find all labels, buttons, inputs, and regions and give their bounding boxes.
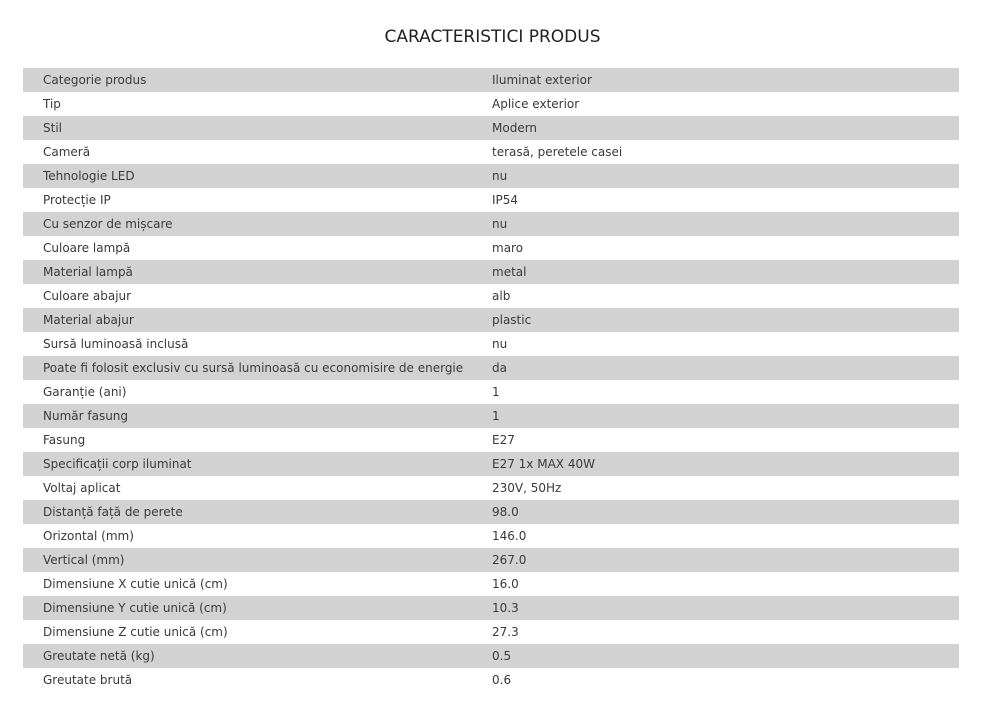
- spec-label: Material lampă: [43, 265, 133, 279]
- spec-label: Cu senzor de mișcare: [43, 217, 173, 231]
- spec-label: Număr fasung: [43, 409, 129, 423]
- spec-label: Vertical (mm): [43, 553, 125, 567]
- spec-value: plastic: [492, 313, 532, 327]
- spec-value: Aplice exterior: [492, 97, 580, 111]
- spec-label: Tip: [43, 97, 61, 111]
- table-row: [23, 356, 959, 380]
- table-row: [23, 452, 959, 476]
- spec-value: 16.0: [492, 577, 519, 591]
- spec-label: Dimensiune X cutie unică (cm): [43, 577, 228, 591]
- table-row: [23, 236, 959, 260]
- spec-value: 10.3: [492, 601, 519, 615]
- table-row: [23, 428, 959, 452]
- table-row: [23, 380, 959, 404]
- spec-label: Fasung: [43, 433, 86, 447]
- table-row: [23, 212, 959, 236]
- spec-value: Iluminat exterior: [492, 73, 592, 87]
- spec-value: 98.0: [492, 505, 519, 519]
- spec-value: E27 1x MAX 40W: [492, 457, 595, 471]
- table-row: [23, 476, 959, 500]
- specs-table: [23, 68, 959, 692]
- table-row: [23, 308, 959, 332]
- spec-label: Greutate brută: [43, 673, 133, 687]
- table-row: [23, 284, 959, 308]
- spec-label: Culoare abajur: [43, 289, 132, 303]
- table-row: [23, 332, 959, 356]
- table-row: [23, 164, 959, 188]
- table-row: [23, 188, 959, 212]
- spec-value: E27: [492, 433, 515, 447]
- page-title: CARACTERISTICI PRODUS: [384, 27, 601, 48]
- specs-table-body: [23, 68, 959, 692]
- spec-label: Dimensiune Y cutie unică (cm): [43, 601, 227, 615]
- spec-label: Cameră: [43, 145, 91, 159]
- spec-value: 267.0: [492, 553, 527, 567]
- spec-value: da: [492, 361, 507, 375]
- spec-label: Stil: [43, 121, 62, 135]
- spec-value: 230V, 50Hz: [492, 481, 562, 495]
- table-row: [23, 668, 959, 692]
- spec-label: Garanție (ani): [43, 385, 127, 399]
- table-row: [23, 92, 959, 116]
- table-row: [23, 140, 959, 164]
- table-row: [23, 500, 959, 524]
- spec-value: 146.0: [492, 529, 527, 543]
- table-row: [23, 548, 959, 572]
- table-row: [23, 572, 959, 596]
- table-row: [23, 620, 959, 644]
- spec-label: Sursă luminoasă inclusă: [43, 337, 189, 351]
- table-row: [23, 596, 959, 620]
- spec-value: nu: [492, 169, 508, 183]
- spec-label: Voltaj aplicat: [43, 481, 121, 495]
- spec-value: terasă, peretele casei: [492, 145, 623, 159]
- spec-value: alb: [492, 289, 511, 303]
- spec-label: Culoare lampă: [43, 241, 131, 255]
- spec-value: 1: [492, 409, 500, 423]
- spec-value: 27.3: [492, 625, 519, 639]
- spec-value: Modern: [492, 121, 538, 135]
- spec-value: 0.6: [492, 673, 512, 687]
- spec-value: IP54: [492, 193, 519, 207]
- table-row: [23, 644, 959, 668]
- table-row: [23, 260, 959, 284]
- spec-label: Dimensiune Z cutie unică (cm): [43, 625, 228, 639]
- table-row: [23, 116, 959, 140]
- table-row: [23, 404, 959, 428]
- spec-label: Specificații corp iluminat: [43, 457, 192, 471]
- spec-label: Categorie produs: [43, 73, 147, 87]
- spec-label: Poate fi folosit exclusiv cu sursă luminoasă cu economisire de energie: [43, 361, 464, 375]
- spec-value: nu: [492, 337, 508, 351]
- spec-label: Tehnologie LED: [43, 169, 135, 183]
- spec-value: maro: [492, 241, 524, 255]
- spec-label: Greutate netă (kg): [43, 649, 155, 663]
- spec-label: Orizontal (mm): [43, 529, 134, 543]
- spec-label: Distanță față de perete: [43, 505, 183, 519]
- spec-label: Protecție IP: [43, 193, 111, 207]
- table-row: [23, 524, 959, 548]
- spec-label: Material abajur: [43, 313, 134, 327]
- spec-value: nu: [492, 217, 508, 231]
- spec-value: 1: [492, 385, 500, 399]
- spec-value: metal: [492, 265, 527, 279]
- table-row: [23, 68, 959, 92]
- spec-value: 0.5: [492, 649, 512, 663]
